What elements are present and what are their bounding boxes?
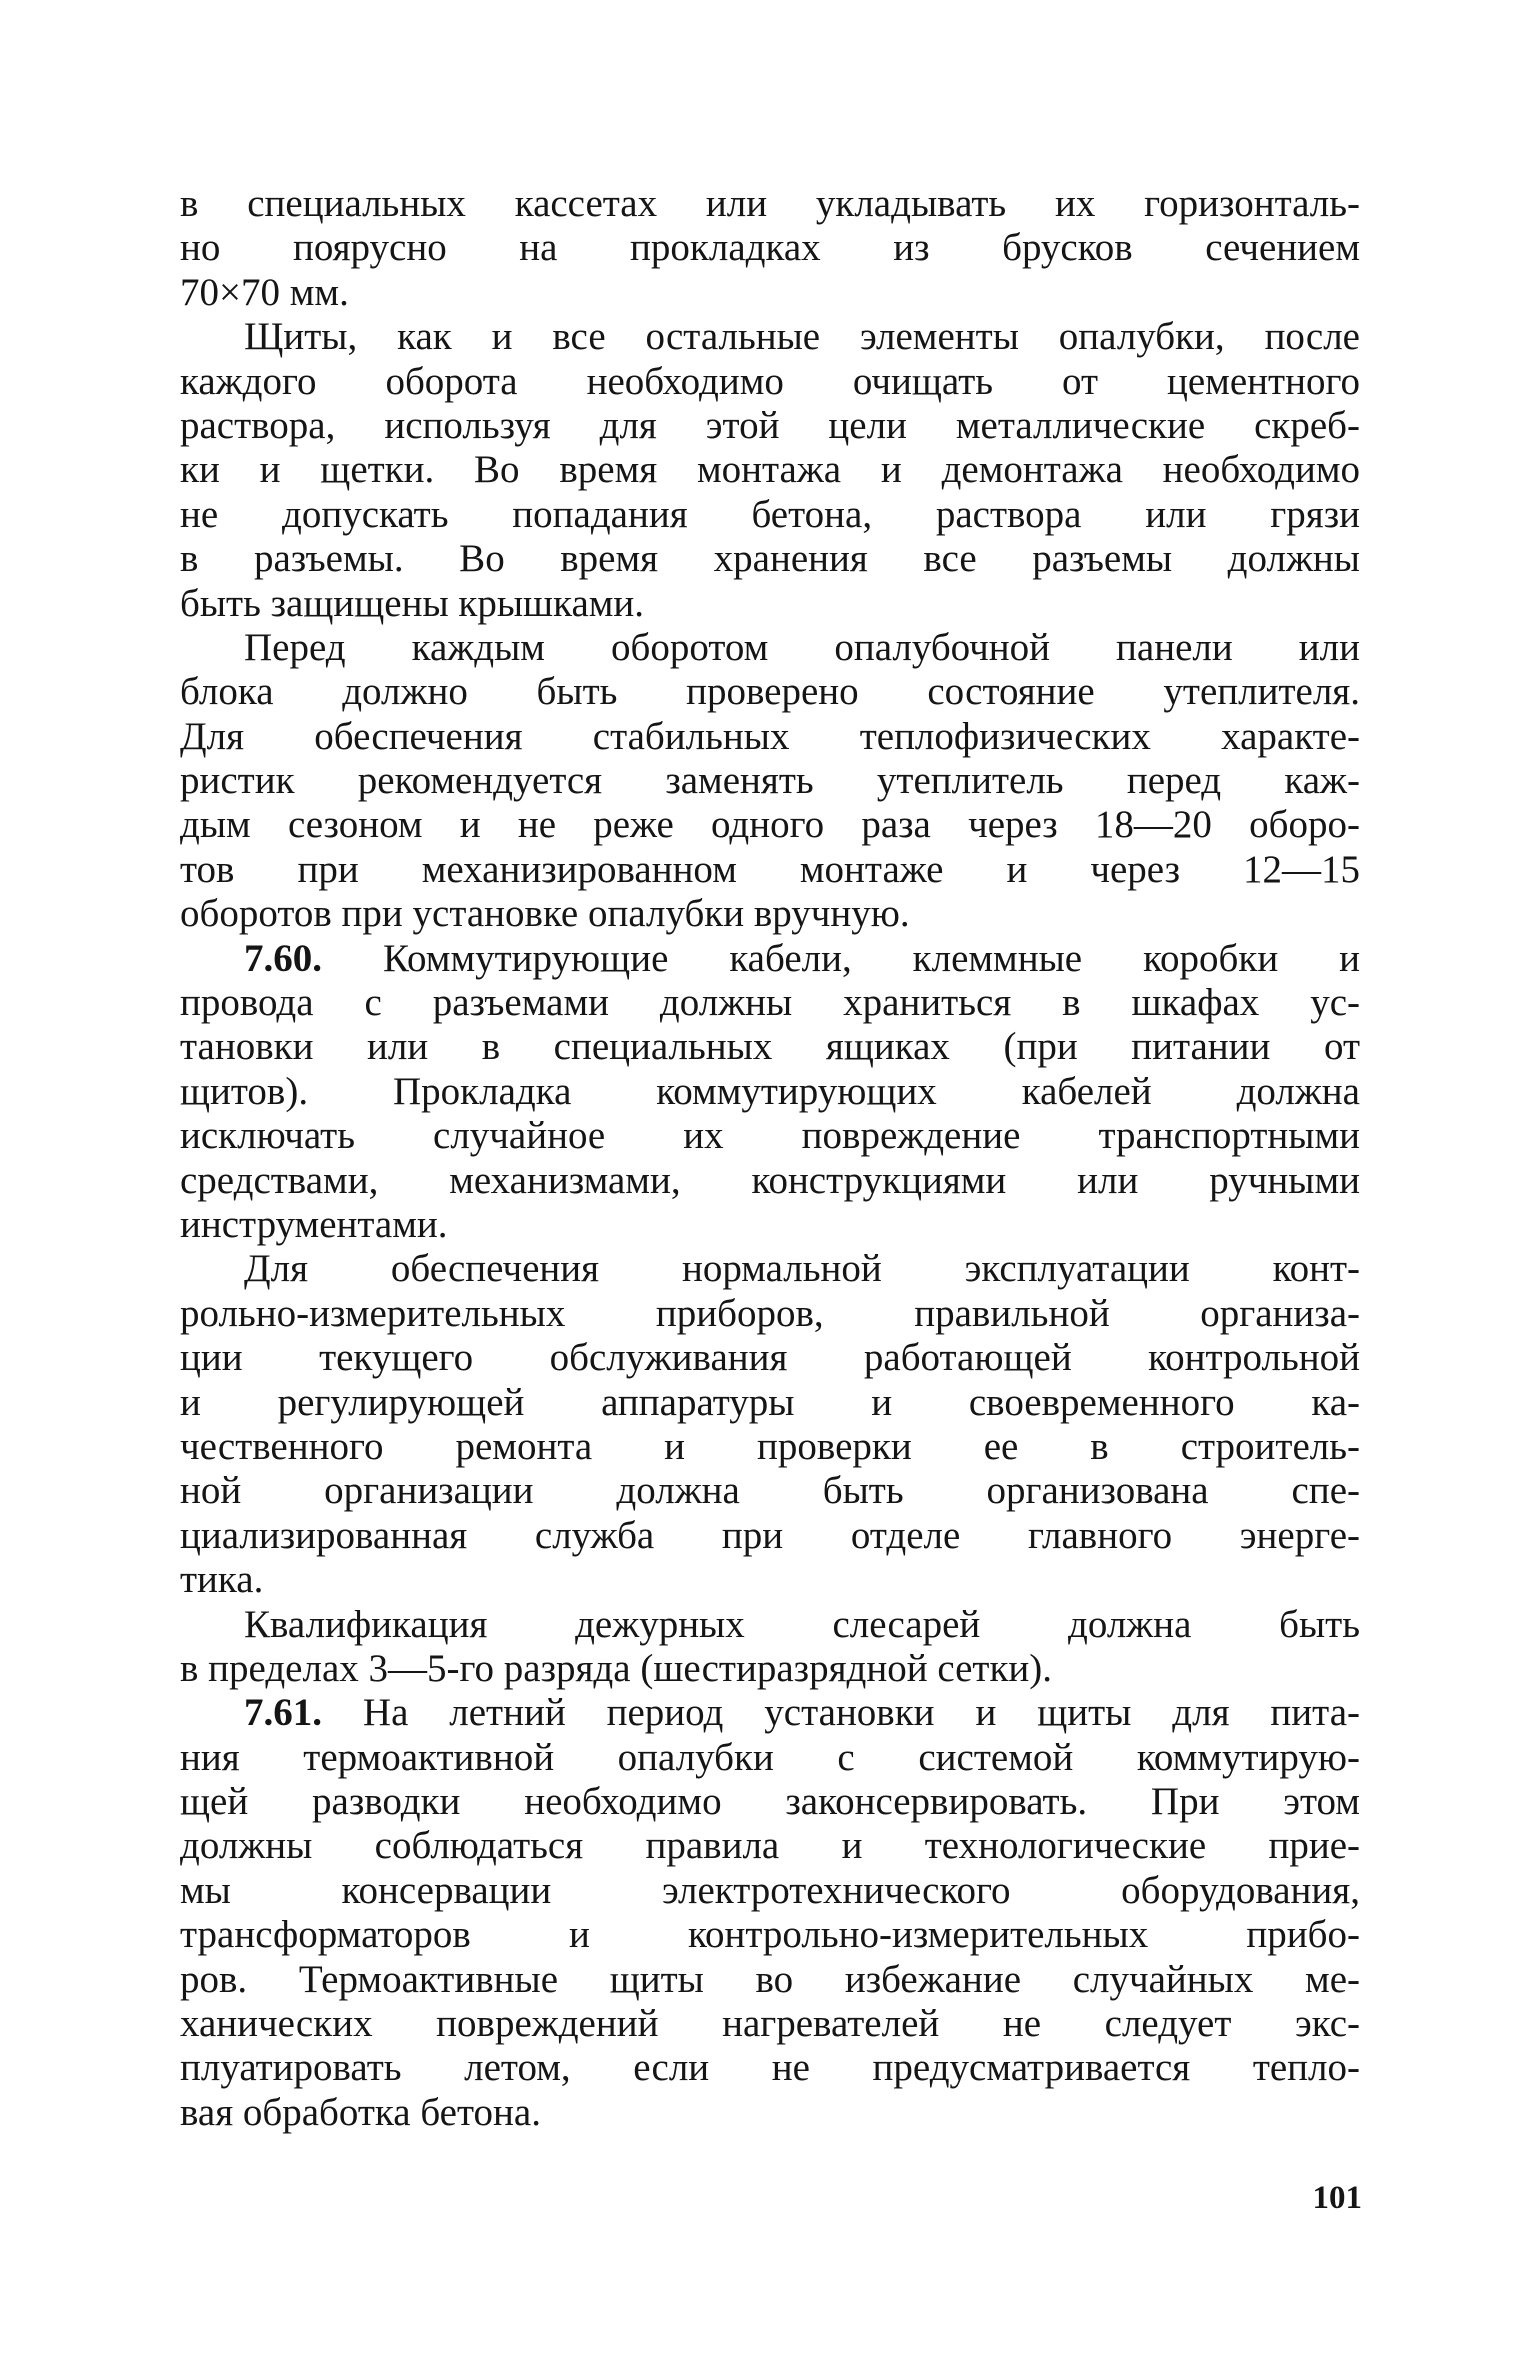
line-text: ристик рекомендуется заменять утеплитель перед каж- <box>180 759 1360 803</box>
text-line <box>180 981 1360 1025</box>
text-line <box>180 1558 1360 1602</box>
line-text: Для обеспечения нормальной эксплуатации конт- <box>244 1247 1360 1291</box>
text-line <box>180 1913 1360 1957</box>
line-text: Для обеспечения стабильных теплофизических характе- <box>180 714 1360 758</box>
line-text: Щиты, как и все остальные элементы опалубки, после <box>244 315 1360 359</box>
text-line <box>180 315 1360 359</box>
line-text: но поярусно на прокладках из брусков сечением <box>180 226 1360 270</box>
line-text: мы консервации электротехнического оборудования, <box>180 1868 1360 1912</box>
text-line <box>180 1159 1360 1203</box>
text-line <box>180 2091 1360 2135</box>
line-text: средствами, механизмами, конструкциями или ручными <box>180 1158 1360 1202</box>
text-line <box>180 892 1360 936</box>
text-line <box>180 715 1360 759</box>
text-line <box>180 1869 1360 1913</box>
text-line <box>180 1958 1360 2002</box>
line-text: щитов). Прокладка коммутирующих кабелей должна <box>180 1069 1360 1113</box>
text-line <box>180 1603 1360 1647</box>
line-text: вая обработка бетона. <box>180 2090 541 2134</box>
line-text: инструментами. <box>180 1202 448 1246</box>
text-line <box>180 404 1360 448</box>
text-line <box>180 360 1360 404</box>
text-line <box>180 182 1360 226</box>
line-text: тов при механизированном монтаже и через 12—15 <box>180 847 1360 891</box>
line-text: в пределах 3—5-го разряда (шестиразрядной сетки). <box>180 1646 1053 1690</box>
text-line <box>180 759 1360 803</box>
text-line <box>180 670 1360 714</box>
line-text: в разъемы. Во время хранения все разъемы должны <box>180 537 1360 581</box>
text-line <box>180 1247 1360 1291</box>
text-line <box>180 582 1360 626</box>
line-text: раствора, используя для этой цели металлические скреб- <box>180 403 1360 447</box>
text-line <box>180 2002 1360 2046</box>
text-line <box>180 1292 1360 1336</box>
line-text: оборотов при установке опалубки вручную. <box>180 892 910 936</box>
line-text: чественного ремонта и проверки ее в строитель- <box>180 1424 1360 1468</box>
line-text: трансформаторов и контрольно-измерительных прибо- <box>180 1913 1360 1957</box>
line-text: тановки или в специальных ящиках (при питании от <box>180 1025 1360 1069</box>
line-text: должны соблюдаться правила и технологические прие- <box>180 1824 1360 1868</box>
line-text: ции текущего обслуживания работающей контрольной <box>180 1336 1360 1380</box>
line-text: быть защищены крышками. <box>180 581 645 625</box>
line-text: ки и щетки. Во время монтажа и демонтажа необходимо <box>180 448 1360 492</box>
text-line <box>180 626 1360 670</box>
line-text: провода с разъемами должны храниться в шкафах ус- <box>180 981 1360 1025</box>
line-text: ния термоактивной опалубки с системой коммутирую- <box>180 1735 1360 1779</box>
line-text: 70×70 мм. <box>180 270 349 314</box>
body-text <box>180 182 1360 2135</box>
text-line <box>180 1514 1360 1558</box>
text-line <box>180 1070 1360 1114</box>
text-line <box>180 271 1360 315</box>
text-line <box>180 1336 1360 1380</box>
text-line <box>180 803 1360 847</box>
text-line <box>180 1691 1360 1735</box>
line-text: блока должно быть проверено состояние утеплителя. <box>180 670 1360 714</box>
line-text: ров. Термоактивные щиты во избежание случайных ме- <box>180 1957 1360 2001</box>
text-line <box>180 1736 1360 1780</box>
line-text: дым сезоном и не реже одного раза через 18—20 оборо- <box>180 803 1360 847</box>
text-line <box>180 1203 1360 1247</box>
line-text: циализированная служба при отделе главного энерге- <box>180 1513 1360 1557</box>
text-line <box>180 1025 1360 1069</box>
line-text: ханических повреждений нагревателей не следует экс- <box>180 2002 1360 2046</box>
text-line <box>180 2046 1360 2090</box>
line-text: и регулирующей аппаратуры и своевременного ка- <box>180 1380 1360 1424</box>
line-text: щей разводки необходимо законсервировать. При этом <box>180 1780 1360 1824</box>
line-text: рольно-измерительных приборов, правильной организа- <box>180 1291 1360 1335</box>
section-number: 7.61. <box>244 1691 322 1735</box>
line-text: Коммутирующие кабели, клеммные коробки и <box>382 936 1361 980</box>
text-line <box>180 537 1360 581</box>
text-line <box>180 1824 1360 1868</box>
text-line <box>180 1425 1360 1469</box>
line-text: исключать случайное их повреждение транспортными <box>180 1114 1360 1158</box>
text-line <box>180 1780 1360 1824</box>
line-text: На летний период установки и щиты для пита- <box>362 1691 1360 1735</box>
line-text: не допускать попадания бетона, раствора или грязи <box>180 492 1360 536</box>
line-text: в специальных кассетах или укладывать их горизонталь- <box>180 182 1360 225</box>
text-line <box>180 937 1360 981</box>
line-text: ной организации должна быть организована спе- <box>180 1469 1360 1513</box>
text-line <box>180 848 1360 892</box>
line-text: каждого оборота необходимо очищать от цементного <box>180 359 1360 403</box>
text-line <box>180 1114 1360 1158</box>
text-line <box>180 448 1360 492</box>
line-text: Квалификация дежурных слесарей должна быть <box>244 1602 1360 1646</box>
text-line <box>180 1469 1360 1513</box>
line-text: тика. <box>180 1558 264 1602</box>
text-line <box>180 1647 1360 1691</box>
text-line <box>180 226 1360 270</box>
text-line <box>180 1381 1360 1425</box>
line-text: плуатировать летом, если не предусматривается тепло- <box>180 2046 1360 2090</box>
line-text: Перед каждым оборотом опалубочной панели или <box>244 625 1360 669</box>
section-number: 7.60. <box>244 936 322 980</box>
page-number: 101 <box>1312 2180 1362 2216</box>
text-line <box>180 493 1360 537</box>
